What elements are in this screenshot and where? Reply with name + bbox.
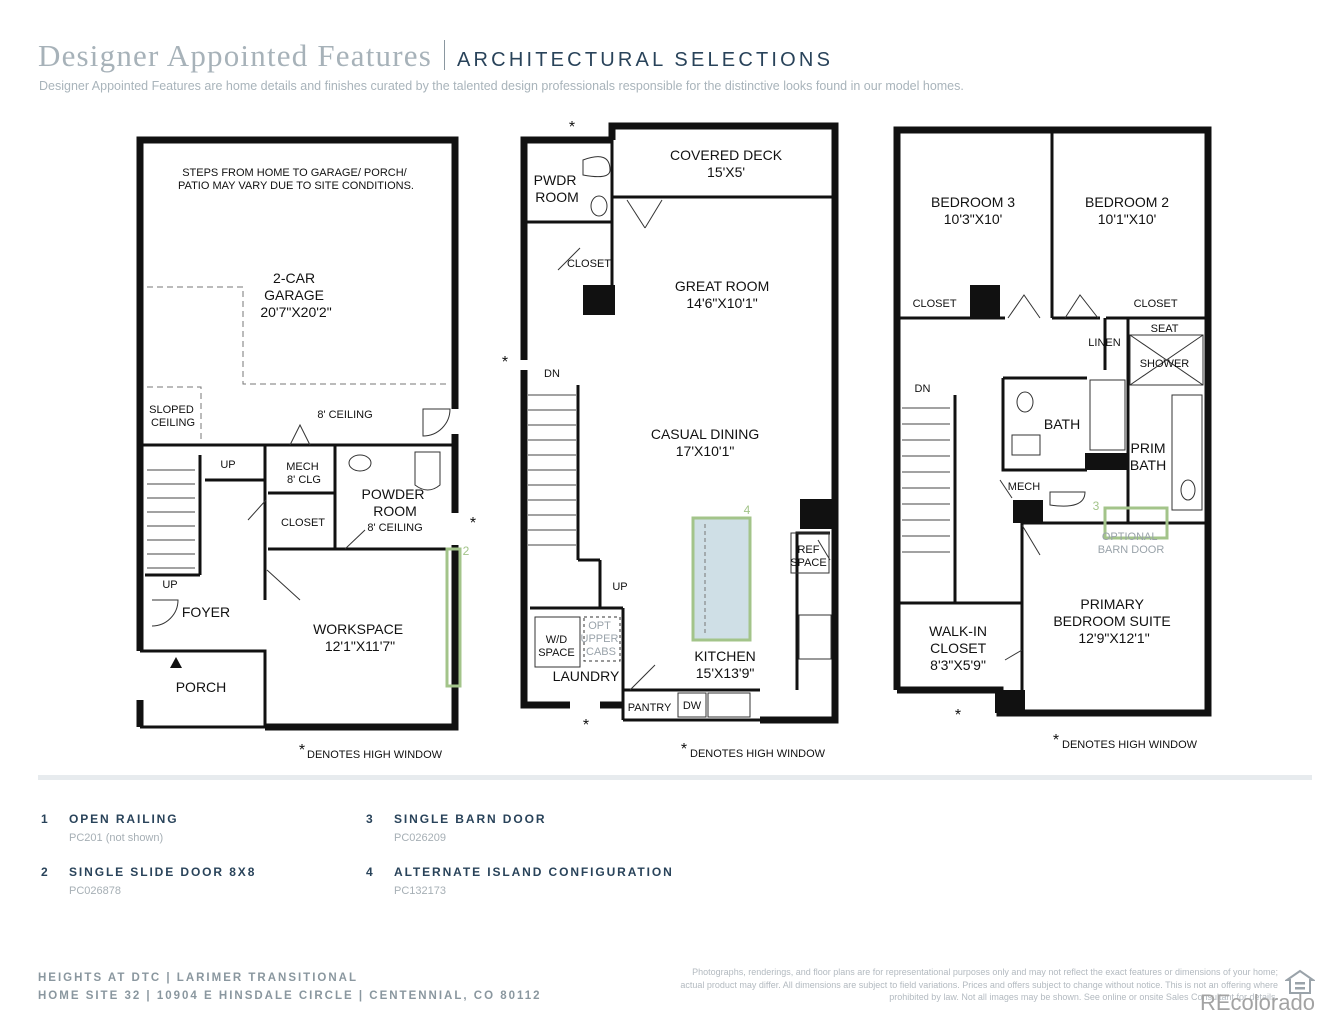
- ref-space-label: REF: [797, 544, 820, 556]
- pantry-label: PANTRY: [627, 702, 672, 714]
- garage-dimensions: 20'7"X20'2": [260, 304, 332, 320]
- svg-text:PWDR ROOM: PWDR ROOM: [533, 172, 579, 205]
- linen-label: LINEN: [1088, 337, 1121, 349]
- garage-note-1: STEPS FROM HOME TO GARAGE/ PORCH/: [182, 167, 407, 179]
- wd-space-label: W/D: [545, 634, 568, 646]
- option-code: PC026878: [69, 885, 121, 897]
- dishwasher-label: DW: [682, 700, 702, 712]
- walk-in-closet-label: WALK-IN: [929, 623, 987, 639]
- kitchen-dimensions: 15'X13'9": [695, 665, 755, 681]
- casual-dining-dimensions: 17'X10'1": [675, 443, 735, 459]
- page-title: Designer Appointed Features: [38, 38, 432, 73]
- casual-dining-label: CASUAL DINING: [650, 426, 760, 442]
- option-number: 4: [366, 865, 373, 879]
- section-divider: [38, 775, 1312, 780]
- svg-text:STEPS FROM HOME TO GARAGE/ POR: [178, 167, 414, 192]
- option-code: PC201 (not shown): [69, 832, 164, 844]
- optional-cabinets-label: OPT: [588, 620, 611, 632]
- optional-label: OPTIONAL: [1101, 531, 1158, 543]
- high-window-marker: *: [568, 119, 576, 136]
- garage-note-2: PATIO MAY VARY DUE TO SITE CONDITIONS.: [178, 180, 414, 192]
- bedroom-3-label: BEDROOM 3: [931, 194, 1016, 210]
- up-label: UP: [162, 579, 178, 591]
- workspace-dimensions: 12'1"X11'7": [324, 638, 396, 654]
- great-room-dimensions: 14'6"X10'1": [686, 295, 758, 311]
- foyer-label: FOYER: [181, 604, 231, 620]
- high-window-marker: *: [1052, 732, 1060, 749]
- walk-in-closet-dimensions: 8'3"X5'9": [930, 657, 986, 673]
- svg-text:*: *: [680, 741, 688, 758]
- svg-text:OPT UPPER CABS: OPT UPPER CABS: [580, 620, 619, 658]
- closet-label: CLOSET: [280, 517, 326, 529]
- closet-label: CLOSET: [566, 258, 612, 270]
- laundry-label: LAUNDRY: [552, 668, 620, 684]
- powder-ceiling-label: 8' CEILING: [367, 522, 423, 534]
- option-code: PC026209: [394, 832, 446, 844]
- svg-text:SLOPED CEILING: SLOPED CEILING: [149, 404, 196, 429]
- primary-bath-label: PRIM: [1130, 440, 1166, 456]
- garage-ceiling-label: 8' CEILING: [317, 409, 373, 421]
- barn-door-label: BARN DOOR: [1097, 544, 1165, 556]
- svg-text:MECH 8' CLG: MECH 8' CLG: [286, 461, 321, 486]
- option-name: SINGLE SLIDE DOOR 8X8: [69, 865, 257, 879]
- high-window-marker: *: [469, 515, 477, 532]
- mech-label: MECH: [286, 461, 319, 473]
- kitchen-label: KITCHEN: [694, 648, 756, 664]
- svg-text:OPTIONAL BARN DOOR: [1098, 531, 1165, 556]
- great-room-label: GREAT ROOM: [674, 278, 770, 294]
- option-name: SINGLE BARN DOOR: [394, 812, 547, 826]
- bedroom-3-dimensions: 10'3"X10': [943, 211, 1003, 227]
- main-level-plan: [502, 119, 835, 760]
- closet-label: CLOSET: [912, 298, 957, 310]
- option-marker: 2: [462, 544, 470, 558]
- powder-room-label: POWDER: [361, 486, 425, 502]
- option-code: PC132173: [394, 885, 446, 897]
- bath-label: BATH: [1043, 416, 1081, 432]
- down-label: DN: [914, 383, 931, 395]
- closet-label: CLOSET: [1133, 298, 1178, 310]
- svg-text:POWDER ROOM: POWDER ROOM: [361, 486, 425, 519]
- porch-label: PORCH: [175, 679, 227, 695]
- high-window-marker: *: [954, 707, 962, 724]
- bedroom-2-dimensions: 10'1"X10': [1097, 211, 1157, 227]
- high-window-note: DENOTES HIGH WINDOW: [1062, 739, 1198, 751]
- option-number: 2: [41, 865, 48, 879]
- sloped-ceiling-label: SLOPED: [149, 404, 194, 416]
- watermark: REcolorado: [1200, 990, 1315, 1015]
- svg-text:WORKSPACE 12'1"X11'7": [313, 621, 407, 654]
- upper-level-plan: [897, 130, 1208, 751]
- option-name: OPEN RAILING: [69, 812, 179, 826]
- lower-level-plan: [140, 140, 476, 761]
- high-window-marker: *: [501, 354, 509, 371]
- svg-text:2-CAR GARAGE 20'7": 2-CAR GARAGE 20'7"X20'2": [260, 270, 332, 320]
- option-marker: 4: [743, 503, 751, 517]
- up-label: UP: [220, 459, 236, 471]
- powder-room-label: PWDR: [533, 172, 577, 188]
- option-number: 3: [366, 812, 373, 826]
- home-site-address: HOME SITE 32 | 10904 E HINSDALE CIRCLE | CENTENNIAL, CO 80112: [38, 990, 542, 1002]
- primary-suite-dimensions: 12'9"X12'1": [1078, 630, 1150, 646]
- legal-disclaimer: Photographs, renderings, and floor plans are for representational purposes only and may not reflect the exact features or dimensions of your home; actual product may differ. All dimensions are subject to field variations. Prices and offers subject to change without notice. This is not an offering where prohibited by law. Not all images may be shown. See online or onsite Sales Consultant for details.: [680, 967, 1278, 1002]
- high-window-note: DENOTES HIGH WINDOW: [307, 749, 443, 761]
- option-number: 1: [41, 812, 48, 826]
- svg-text:BEDROOM 3 10'3"X10': BEDROOM 3 10'3"X10' BEDROOM 2 10'1"X10' BATH PRIM BATH WALK-IN CLOSET 8'3"X5'9" PRIMARY BEDROOM SUITE 12'9"X12'1": [929, 194, 1171, 673]
- community-name: HEIGHTS AT DTC | LARIMER TRANSITIONAL: [38, 972, 358, 984]
- primary-suite-label: PRIMARY: [1080, 596, 1144, 612]
- svg-text:REF SPACE W/D: REF SPACE W/D SPACE PANTRY DW: [538, 544, 827, 714]
- garage-label: 2-CAR: [273, 270, 316, 286]
- seat-label: SEAT: [1150, 323, 1179, 335]
- workspace-label: WORKSPACE: [313, 621, 404, 637]
- option-name: ALTERNATE ISLAND CONFIGURATION: [394, 865, 674, 879]
- mech-label: MECH: [1007, 481, 1041, 493]
- page-title-secondary: ARCHITECTURAL SELECTIONS: [457, 49, 834, 71]
- bedroom-2-label: BEDROOM 2: [1085, 194, 1170, 210]
- high-window-marker: *: [298, 742, 306, 759]
- covered-deck-label: COVERED DECK: [670, 147, 783, 163]
- option-marker: 3: [1092, 499, 1100, 513]
- covered-deck-dimensions: 15'X5': [707, 164, 746, 180]
- shower-label: SHOWER: [1139, 358, 1190, 370]
- high-window-note: DENOTES HIGH WINDOW: [690, 748, 826, 760]
- down-label: DN: [544, 368, 560, 380]
- high-window-marker: *: [582, 717, 590, 734]
- up-label: UP: [612, 581, 628, 593]
- page-subtitle: Designer Appointed Features are home details and finishes curated by the talented design professionals responsible for the distinctive looks found in our model homes.: [39, 79, 964, 93]
